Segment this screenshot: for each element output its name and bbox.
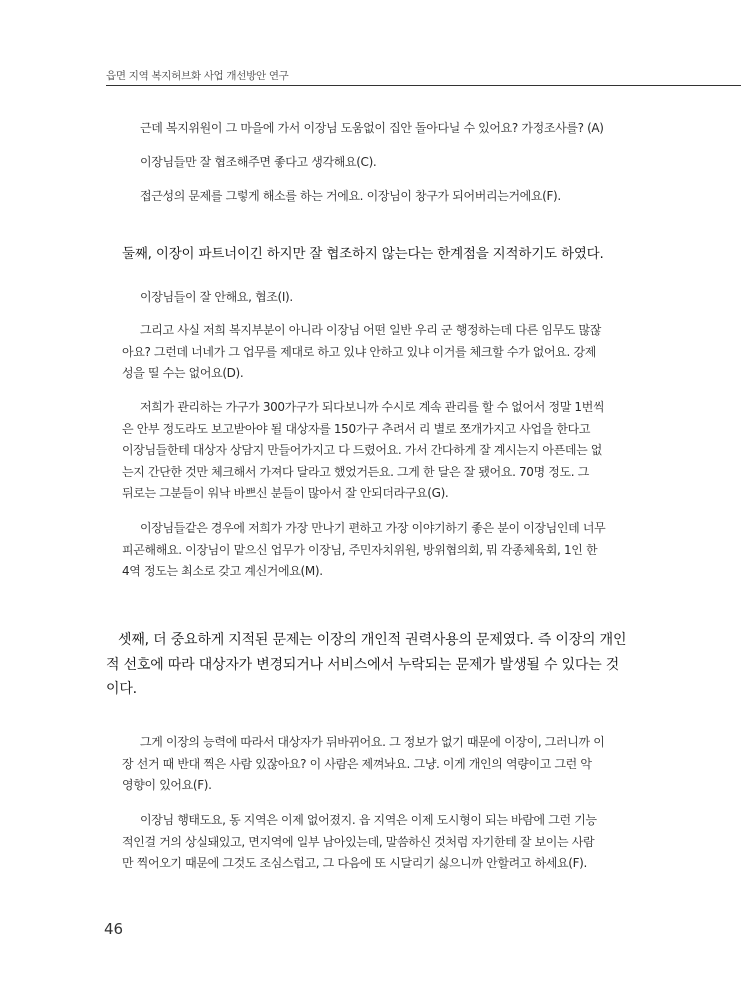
quote bbox=[122, 320, 622, 385]
quote-line: 그리고 사실 저희 복지부분이 아니라 이장님 어떤 일반 우리 군 행정하는데 다른 임무도 많잖 bbox=[140, 323, 601, 337]
page-number: 46 bbox=[104, 920, 124, 938]
quote bbox=[122, 810, 622, 875]
body-line: 적 선호에 따라 대상자가 변경되거나 서비스에서 누락되는 문제가 발생될 수 있다는 것 bbox=[106, 656, 620, 673]
quote-line: 접근성의 문제를 그렇게 해소를 하는 거에요. 이장님이 창구가 되어버리는거에요(F). bbox=[140, 189, 561, 203]
quote-line: 영향이 있어요(F). bbox=[122, 778, 212, 792]
quote-line: 성을 띨 수는 없어요(D). bbox=[122, 366, 244, 380]
quote-line: 장 선거 때 반대 찍은 사람 있잖아요? 이 사람은 제껴놔요. 그냥. 이게 개인의 역량이고 그런 악 bbox=[122, 756, 592, 771]
quote-line: 저희가 관리하는 가구가 300가구가 되다보니까 수시로 계속 관리를 할 수 없어서 정말 1번씩 bbox=[140, 400, 605, 414]
quote-line: 이장님들한테 대상자 상담지 만들어가지고 다 드렸어요. 가서 간다하게 잘 계시는지 아픈데는 없 bbox=[122, 443, 603, 457]
quote bbox=[122, 397, 622, 505]
quote-line: 는지 간단한 것만 체크해서 가져다 달라고 했었거든요. 그게 한 달은 잘 됐어요. 70명 정도. 그 bbox=[122, 464, 589, 479]
quote-line: 뒤로는 그분들이 워낙 바쁘신 분들이 많아서 잘 안되더라구요(G). bbox=[122, 486, 449, 500]
quote bbox=[122, 518, 622, 583]
quote-line: 그게 이장의 능력에 따라서 대상자가 뒤바뀌어요. 그 정보가 없기 때문에 이장이, 그러니까 이 bbox=[140, 735, 605, 749]
quote-line: 은 안부 정도라도 보고받아야 될 대상자를 150가구 추려서 리 별로 쪼개가지고 사업을 한다고 bbox=[122, 421, 591, 436]
quote-line: 이장님 행태도요, 동 지역은 이제 없어졌지. 읍 지역은 이제 도시형이 되는 바람에 그런 기능 bbox=[140, 813, 597, 827]
body-line: 둘째, 이장이 파트너이긴 하지만 잘 협조하지 않는다는 한계점을 지적하기도 하였다. bbox=[122, 246, 604, 262]
quote-line: 이장님들이 잘 안해요, 협조(I). bbox=[140, 290, 293, 304]
body-line: 셋째, 더 중요하게 지적된 문제는 이장의 개인적 권력사용의 문제였다. 즉 이장의 개인 bbox=[118, 632, 627, 648]
quote bbox=[122, 732, 622, 797]
body-paragraph bbox=[122, 242, 652, 262]
running-header: 읍면 지역 복지허브화 사업 개선방안 연구 bbox=[106, 70, 289, 82]
body-line: 이다. bbox=[106, 681, 137, 697]
quote-line: 피곤해해요. 이장님이 맡으신 업무가 이장님, 주민자치위원, 방위협의회, 뭐 각종체육회, 1인 한 bbox=[122, 542, 598, 557]
quote bbox=[122, 186, 622, 208]
body-paragraph bbox=[106, 628, 636, 702]
header-rule bbox=[106, 85, 741, 86]
quote bbox=[122, 287, 622, 309]
quote-line: 만 찍어오기 때문에 그것도 조심스럽고, 그 다음에 또 시달리기 싫으니까 안할려고 하세요(F). bbox=[122, 856, 587, 870]
quote bbox=[122, 152, 622, 174]
quote bbox=[122, 118, 622, 140]
quote-line: 4역 정도는 최소로 갖고 계신거에요(M). bbox=[122, 564, 323, 578]
quote-line: 아요? 그런데 너네가 그 업무를 제대로 하고 있냐 안하고 있냐 이거를 체크할 수가 없어요. 강제 bbox=[122, 344, 596, 359]
quote-line: 이장님들만 잘 협조해주면 좋다고 생각해요(C). bbox=[140, 155, 377, 169]
quote-line: 이장님들같은 경우에 저희가 가장 만나기 편하고 가장 이야기하기 좋은 분이 이장님인데 너무 bbox=[140, 521, 606, 535]
quote-line: 근데 복지위원이 그 마을에 가서 이장님 도움없이 집안 돌아다닐 수 있어요? 가정조사를? (A) bbox=[140, 121, 604, 135]
quote-line: 적인걸 거의 상실돼있고, 면지역에 일부 남아있는데, 말씀하신 것처럼 자기한테 잘 보이는 사람 bbox=[122, 834, 595, 849]
